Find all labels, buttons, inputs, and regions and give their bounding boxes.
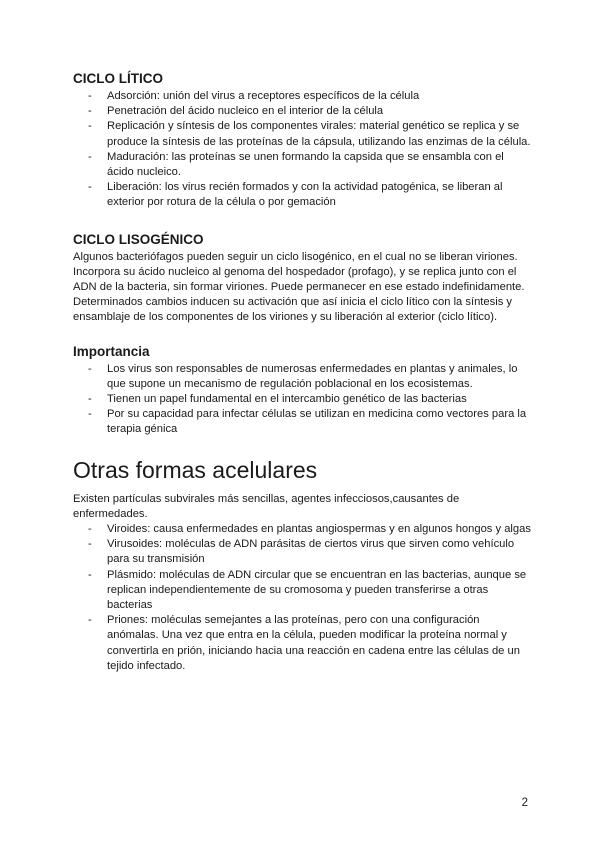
list-item: - Tienen un papel fundamental en el intercambio genético de las bacterias — [73, 392, 533, 407]
list-item: - Los virus son responsables de numerosas enfermedades en plantas y animales, lo que supone un mecanismo de regulación poblacional en los ecosistemas. — [88, 362, 518, 390]
otras-formas-list — [73, 522, 533, 674]
list-dash: - — [88, 408, 92, 421]
list-dash: - — [88, 181, 92, 194]
otras-formas-heading: Otras formas acelulares — [73, 456, 318, 483]
otras-formas-intro: Existen partículas subvirales más sencillas, agentes infecciosos,causantes de enfermedades. — [73, 492, 460, 520]
importancia-list — [73, 362, 533, 438]
importancia-heading: Importancia — [73, 343, 150, 359]
list-dash: - — [88, 568, 92, 581]
list-dash: - — [88, 105, 92, 118]
list-dash: - — [88, 150, 92, 163]
list-item: - Maduración: las proteínas se unen formando la capsida que se ensambla con el ácido nucleico. — [88, 150, 504, 179]
list-item: - Priones: moléculas semejantes a las proteínas, pero con una configuración anómalas. Una vez que entra en la célula, pueden modificar la proteína normal y convertirla en prión, iniciando hacia una reacción en cadena entre las células de un tejido infectado. — [88, 614, 520, 672]
ciclo-lisogenico-paragraph: Algunos bacteriófagos pueden seguir un ciclo lisogénico, en el cual no se liberan viriones. Incorpora su ácido nucleico al genoma del hospedador (profago), y se replica junto con el ADN de la bacteria, sin formar viriones. Puede permanecer en ese estado indefinidamente. Determinados cambios inducen su activación que así inicia el ciclo lítico con la síntesis y ensamblaje de los componentes de los viriones y su liberación al exterior (ciclo lítico). — [73, 250, 525, 324]
list-dash: - — [88, 120, 92, 133]
list-item: - Adsorción: unión del virus a receptores específicos de la célula — [73, 89, 533, 104]
list-item: - Virusoides: moléculas de ADN parásitas de ciertos virus que sirven como vehículo para su transmisión — [88, 538, 515, 566]
page-number: 2 — [521, 797, 528, 809]
list-item: - Liberación: los virus recién formados y con la actividad patogénica, se liberan al exterior por rotura de la célula o por gemación — [88, 181, 503, 209]
ciclo-lisogenico-heading: CICLO LISOGÉNICO — [73, 231, 204, 247]
ciclo-litico-heading: CICLO LÍTICO — [73, 71, 163, 86]
list-dash: - — [88, 523, 92, 536]
list-dash: - — [88, 393, 92, 406]
list-dash: - — [88, 90, 92, 102]
list-dash: - — [88, 362, 92, 375]
list-item: - Por su capacidad para infectar células se utilizan en medicina como vectores para la terapia génica — [88, 408, 527, 436]
list-item: - Replicación y síntesis de los componentes virales: material genético se replica y se produce la síntesis de las proteínas de la cápsula, utilizando las enzimas de la célula. — [88, 120, 531, 148]
list-dash: - — [88, 614, 92, 627]
list-item: - Viroides: causa enfermedades en plantas angiospermas y en algunos hongos y algas — [73, 522, 533, 537]
list-item: - Plásmido: moléculas de ADN circular que se encuentran en las bacterias, aunque se replican independientemente de su cromosoma y pueden transferirse a otras bacterias — [88, 568, 527, 612]
list-item: - Penetración del ácido nucleico en el interior de la célula — [73, 104, 533, 119]
document-page — [73, 70, 533, 674]
list-dash: - — [88, 538, 92, 551]
ciclo-litico-list — [73, 89, 533, 211]
